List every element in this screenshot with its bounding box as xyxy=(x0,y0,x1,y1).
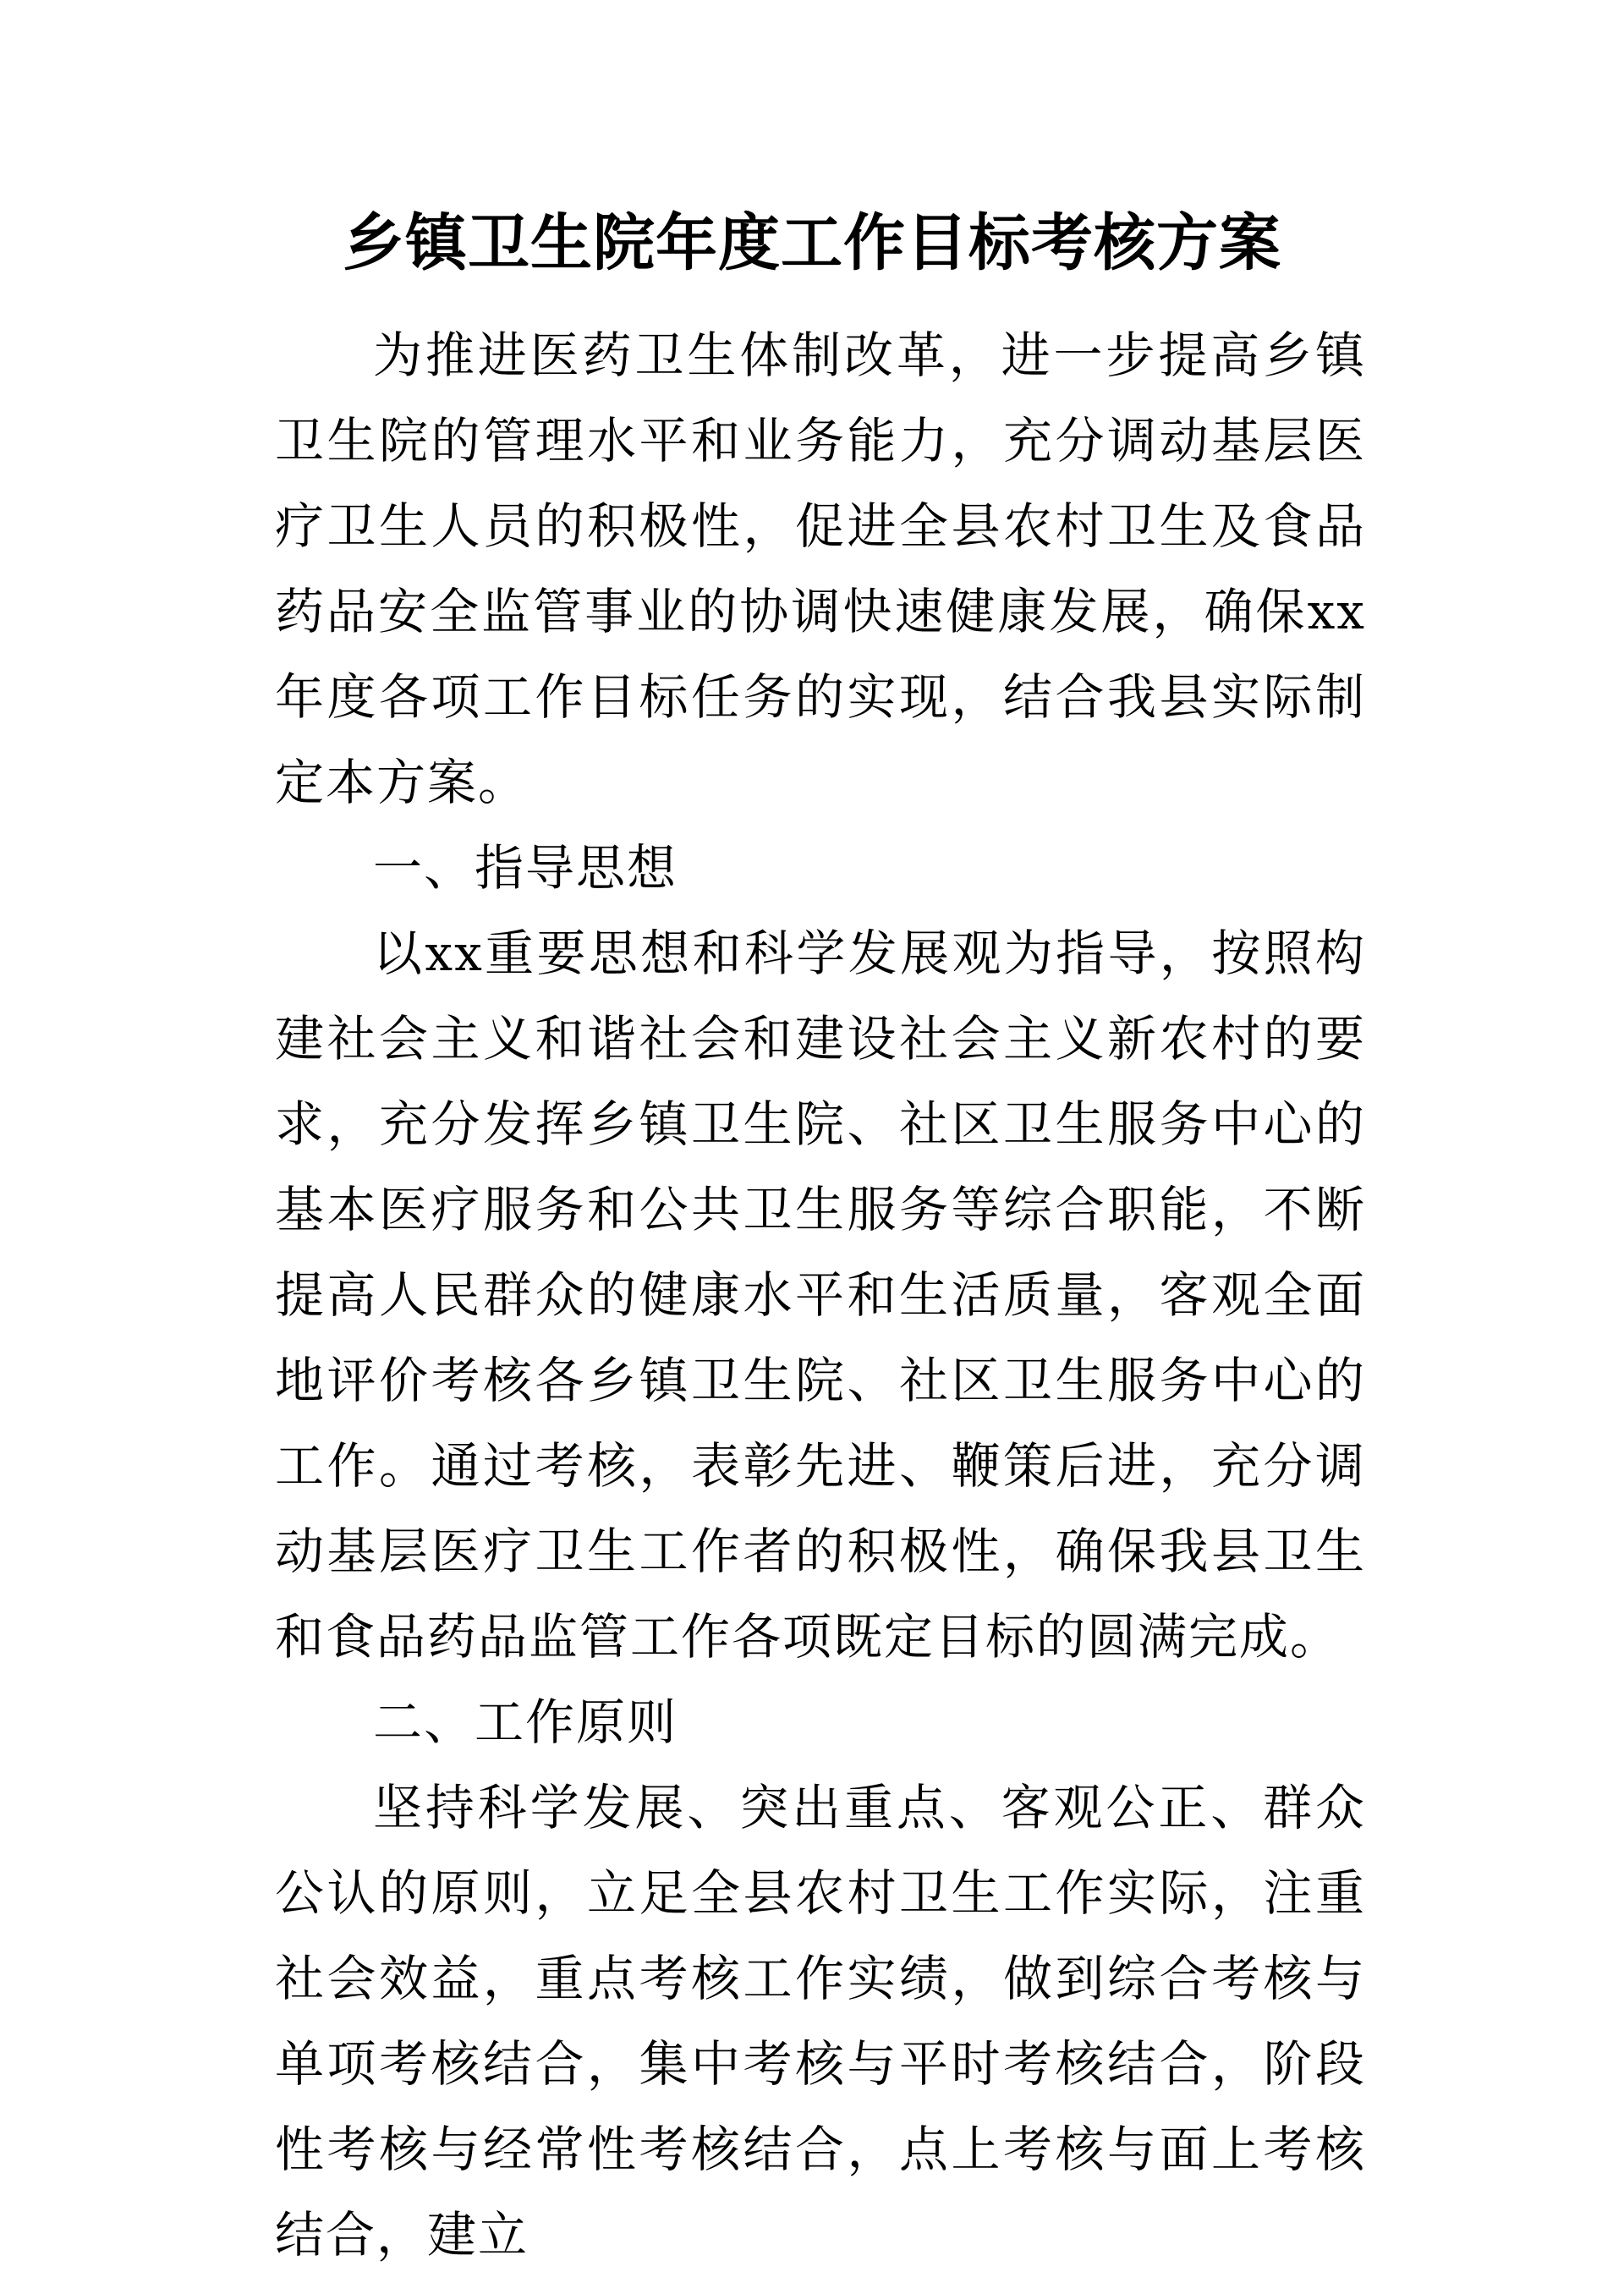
section-heading-work-principles: 二、工作原则 xyxy=(373,1693,678,1751)
document-body xyxy=(275,313,1366,2278)
intro-paragraph: 为推进医药卫生体制改革，进一步提高乡镇卫生院的管理水平和业务能力，充分调动基层医疗卫生人员的积极性，促进全县农村卫生及食品药品安全监管事业的协调快速健康发展，确保xx年度各项工作目标任务的实现，结合我县实际制定本方案。 xyxy=(275,327,1366,811)
guiding-ideology-paragraph: 以xx重要思想和科学发展观为指导，按照构建社会主义和谐社会和建设社会主义新农村的要求，充分发挥乡镇卫生院、社区卫生服务中心的基本医疗服务和公共卫生服务等综合职能，不断提高人民群众的健康水平和生活质量，客观全面地评价考核各乡镇卫生院、社区卫生服务中心的工作。通过考核，表彰先进、鞭策后进，充分调动基层医疗卫生工作者的积极性，确保我县卫生和食品药品监管工作各项既定目标的圆满完成。 xyxy=(275,925,1366,1666)
section-heading-guiding-ideology: 一、指导思想 xyxy=(373,839,678,897)
document-title: 乡镇卫生院年度工作目标考核方案 xyxy=(343,207,1281,279)
work-principles-paragraph: 坚持科学发展、突出重点、客观公正、群众公认的原则，立足全县农村卫生工作实际，注重社会效益，重点考核工作实绩，做到综合考核与单项考核结合，集中考核与平时考核结合，阶段性考核与经常性考核结合，点上考核与面上考核结合，建立 xyxy=(275,1779,1366,2264)
